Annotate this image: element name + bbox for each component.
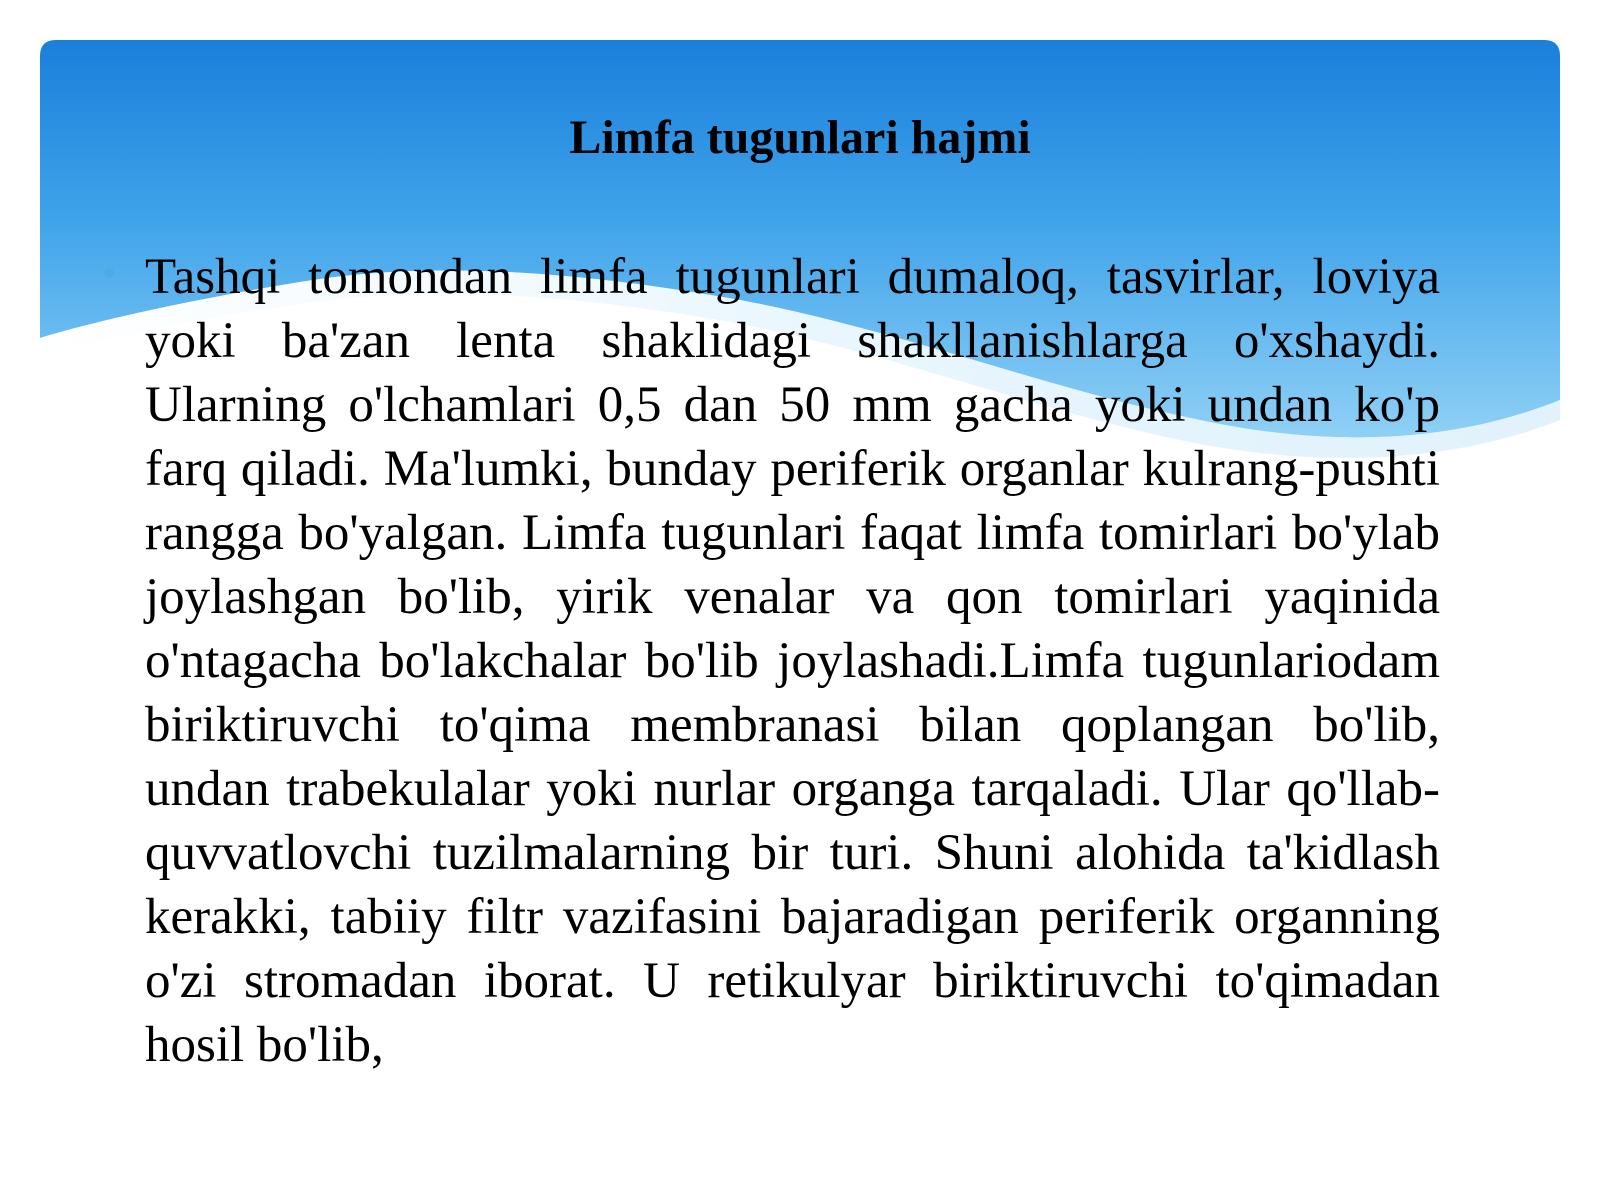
bullet-dot-icon xyxy=(104,268,114,278)
slide-title: Limfa tugunlari hajmi xyxy=(569,111,1031,164)
slide-body-text: Tashqi tomondan limfa tugunlari dumaloq, tasvirlar, loviya yoki ba'zan lenta shaklidagi shakllanishlarga o'xshaydi. Ularning o'lchamlari 0,5 dan 50 mm gacha yoki undan ko'p farq qiladi. Ma'lumki, bunday periferik organlar kulrang-pushti rangga bo'yalgan. Limfa tugunlari faqat limfa tomirlari bo'ylab joylashgan bo'lib, yirik venalar va qon tomirlari yaqinida o'ntagacha bo'lakchalar bo'lib joylashadi.Limfa tugunlariodam biriktiruvchi to'qima membranasi bilan qoplangan bo'lib, undan trabekulalar yoki nurlar organga tarqaladi. Ular qo'llab-quvvatlovchi tuzilmalarning bir turi. Shuni alohida ta'kidlash kerakki, tabiiy filtr vazifasini bajaradigan periferik organning o'zi stromadan iborat. U retikulyar biriktiruvchi to'qimadan hosil bo'lib, xyxy=(145,249,1440,1073)
